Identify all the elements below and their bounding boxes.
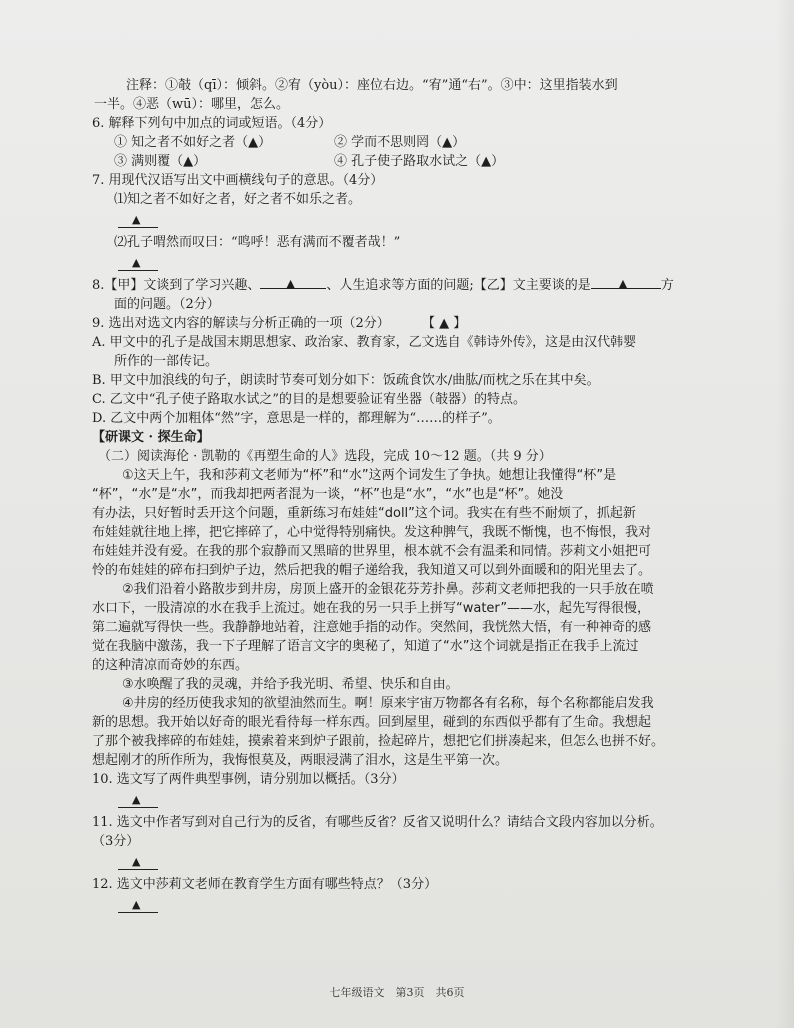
answer-mark: ▲ bbox=[132, 213, 141, 226]
option-b[interactable]: B. 甲文中加浪线的句子，朗读时节奏可划分如下：饭疏食饮水/曲肱/而枕之乐在其中矣。 bbox=[92, 373, 600, 388]
question-9-answer-bracket[interactable]: 【 ▲ 】 bbox=[421, 316, 467, 331]
exam-content bbox=[92, 76, 692, 918]
answer-underline bbox=[118, 869, 158, 870]
passage-line: 了那个被我摔碎的布娃娃，摸索着来到炉子跟前，捡起碎片，想把它们拼凑起来，但怎么也拼不好。 bbox=[92, 734, 665, 749]
passage-line: 有办法，只好暂时丢开这个问题，重新练习布娃娃“doll”这个词。我实在有些不耐烦了，抓起新 bbox=[92, 506, 636, 521]
section-title: 【研课文 · 探生命】 bbox=[92, 430, 210, 445]
answer-mark: ▲ bbox=[132, 855, 141, 868]
question-6-item-1[interactable]: ① 知之者不如好之者（▲） bbox=[114, 135, 272, 150]
answer-underline bbox=[118, 270, 158, 271]
question-6-row-2 bbox=[92, 152, 692, 171]
passage-line: 布娃娃并没有爱。在我的那个寂静而又黑暗的世界里，根本就不会有温柔和同情。莎莉文小姐把可 bbox=[92, 544, 652, 559]
passage-line: “杯”，“水”是“水”，而我却把两者混为一谈，“杯”也是“水”，“水”也是“杯”。她没 bbox=[92, 487, 564, 502]
question-6-item-2[interactable]: ② 学而不思则罔（▲） bbox=[334, 135, 466, 150]
passage-line: 新的思想。我开始以好奇的眼光看待每一样东西。回到屋里，碰到的东西似乎都有了生命。我想起 bbox=[92, 715, 652, 730]
option-a-line-2: 所作的一部传记。 bbox=[114, 354, 219, 369]
question-8-part-3: 方 bbox=[660, 278, 674, 293]
question-11-stem-1: 11. 选文中作者写到对自己行为的反省，有哪些反省？反省又说明什么？请结合文段内容加以分析。 bbox=[92, 815, 663, 830]
question-6-item-4[interactable]: ④ 孔子使子路取水试之（▲） bbox=[334, 154, 505, 169]
page-edge-shadow bbox=[776, 0, 794, 1028]
question-7-sentence-2: ⑵孔子喟然而叹曰：“鸣呼！恶有满而不覆者哉！” bbox=[114, 235, 401, 250]
passage-line: 想起刚才的所作所为，我悔恨莫及，两眼浸满了泪水，这是生平第一次。 bbox=[92, 753, 509, 768]
question-11-answer[interactable] bbox=[92, 851, 692, 875]
answer-underline bbox=[118, 227, 158, 228]
answer-underline bbox=[118, 912, 158, 913]
question-10-answer[interactable] bbox=[92, 789, 692, 813]
question-10-stem: 10. 选文写了两件典型事例，请分别加以概括。（3分） bbox=[92, 772, 405, 787]
question-8-part-2: 、人生追求等方面的问题;【乙】文主要谈的是 bbox=[326, 278, 591, 293]
question-8-line-2: 面的问题。（2分） bbox=[114, 297, 220, 312]
question-7-answer-1[interactable] bbox=[92, 209, 692, 233]
question-9-stem: 9. 选出对选文内容的解读与分析正确的一项（2分） bbox=[92, 316, 390, 331]
page-footer: 七年级语文 第3页 共6页 bbox=[329, 986, 465, 999]
question-8-blank-1[interactable] bbox=[260, 276, 326, 289]
question-9-stem-row bbox=[92, 314, 692, 333]
notes-line-1: 注释：①攲（qī）：倾斜。②宥（yòu）：座位右边。“宥”通“右”。③中：这里指装水到 bbox=[126, 78, 618, 93]
answer-mark: ▲ bbox=[132, 793, 141, 806]
question-6-stem: 6. 解释下列句中加点的词或短语。（4分） bbox=[92, 116, 332, 131]
passage-line: 觉在我脑中激荡，我一下子理解了语言文字的奥秘了，知道了“水”这个词就是指正在我手上流过 bbox=[92, 639, 639, 654]
question-7-answer-2[interactable] bbox=[92, 252, 692, 276]
question-8-blank-2[interactable] bbox=[591, 276, 661, 289]
question-6-row-1 bbox=[92, 133, 692, 152]
question-7-stem: 7. 用现代汉语写出文中画横线句子的意思。（4分） bbox=[92, 173, 384, 188]
passage-line: ①这天上午，我和莎莉文老师为“杯”和“水”这两个词发生了争执。她想让我懂得“杯”是 bbox=[122, 468, 617, 483]
passage-line: 布娃娃就往地上摔，把它摔碎了，心中觉得特别痛快。发这种脾气，我既不惭愧，也不悔恨，我对 bbox=[92, 525, 652, 540]
option-d[interactable]: D. 乙文中两个加粗体“然”字，意思是一样的，都理解为“……的样子”。 bbox=[92, 411, 501, 426]
question-6-item-3[interactable]: ③ 满则覆（▲） bbox=[114, 154, 207, 169]
passage-line: 怜的布娃娃的碎布扫到炉子边，然后把我的帽子递给我，我知道又可以到外面暖和的阳光里去了。 bbox=[92, 563, 652, 578]
question-8-part-1: 8.【甲】文谈到了学习兴趣、 bbox=[92, 278, 261, 293]
section-intro: （二）阅读海伦 · 凯勒的《再塑生命的人》选段，完成 10～12 题。（共 9 分） bbox=[98, 449, 552, 464]
answer-mark: ▲ bbox=[618, 277, 628, 290]
passage-line: 的这种清凉而奇妙的东西。 bbox=[92, 658, 249, 673]
option-c[interactable]: C. 乙文中“孔子使子路取水试之”的目的是想要验证宥坐器（攲器）的特点。 bbox=[92, 392, 527, 407]
question-8-line-1 bbox=[92, 276, 692, 295]
question-7-sentence-1: ⑴知之者不如好之者，好之者不如乐之者。 bbox=[114, 192, 362, 207]
passage-line: ②我们沿着小路散步到井房，房顶上盛开的金银花芬芳扑鼻。莎莉文老师把我的一只手放在喷 bbox=[122, 582, 654, 597]
answer-mark: ▲ bbox=[132, 898, 141, 911]
answer-mark: ▲ bbox=[286, 277, 295, 290]
passage-line: ③水唤醒了我的灵魂，并给予我光明、希望、快乐和自由。 bbox=[122, 677, 459, 692]
answer-mark: ▲ bbox=[132, 256, 141, 269]
answer-underline bbox=[118, 807, 158, 808]
passage-line: 第二遍就写得快一些。我静静地站着，注意她手指的动作。突然间，我恍然大悟，有一种神奇的感 bbox=[92, 620, 652, 635]
notes-line-2: 一半。④恶（wū）：哪里，怎么。 bbox=[94, 97, 290, 112]
question-12-answer[interactable] bbox=[92, 894, 692, 918]
option-a-line-1[interactable]: A. 甲文中的孔子是战国末期思想家、政治家、教育家，乙文选自《韩诗外传》，这是由汉代韩婴 bbox=[92, 335, 637, 350]
passage-line: ④井房的经历使我求知的欲望油然而生。啊！原来宇宙万物都各有名称，每个名称都能启发我 bbox=[122, 696, 654, 711]
question-11-stem-2: （3分） bbox=[92, 834, 140, 849]
question-12-stem: 12. 选文中莎莉文老师在教育学生方面有哪些特点？（3分） bbox=[92, 877, 438, 892]
passage-line: 水口下，一股清凉的水在我手上流过。她在我的另一只手上拼写“water”——水，起先写得很慢， bbox=[92, 601, 651, 616]
passage bbox=[92, 466, 692, 770]
